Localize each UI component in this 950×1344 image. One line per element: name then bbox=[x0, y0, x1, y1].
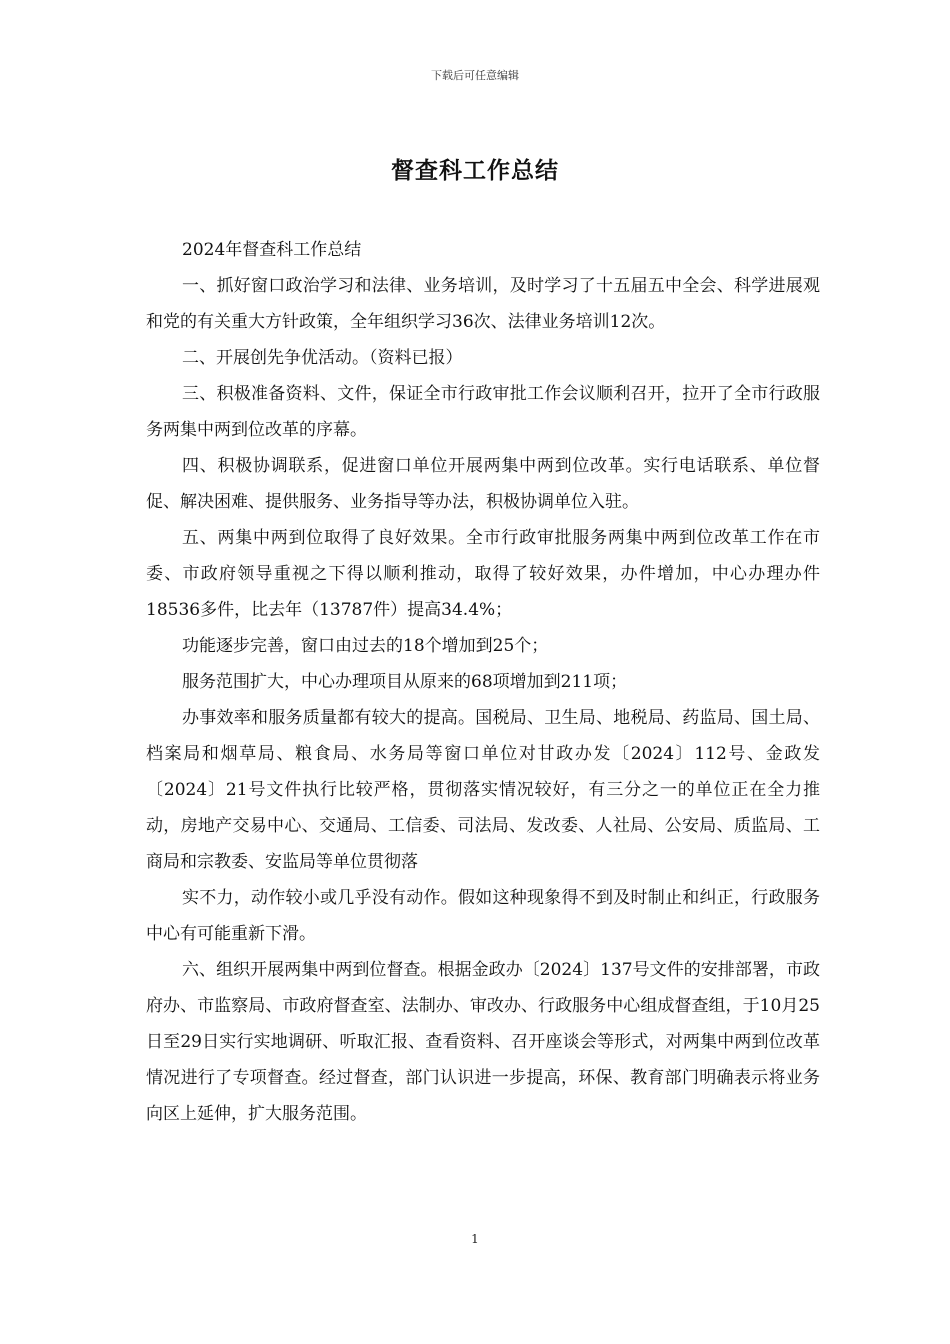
paragraph: 功能逐步完善，窗口由过去的18个增加到25个； bbox=[182, 636, 549, 656]
paragraph: 四、积极协调联系，促进窗口单位开展两集中两到位改革。实行电话联系、单位督促、解决困难、提供服务、业务指导等办法，积极协调单位入驻。 bbox=[146, 456, 820, 512]
paragraph: 服务范围扩大，中心办理项目从原来的68项增加到211项； bbox=[182, 672, 628, 692]
header-note: 下载后可任意编辑 bbox=[431, 69, 519, 82]
paragraph: 五、两集中两到位取得了良好效果。全市行政审批服务两集中两到位改革工作在市委、市政府领导重视之下得以顺利推动，取得了较好效果，办件增加，中心办理办件18536多件，比去年（13787件）提高34.4%； bbox=[146, 528, 820, 620]
page-number: 1 bbox=[471, 1232, 479, 1246]
paragraph: 一、抓好窗口政治学习和法律、业务培训，及时学习了十五届五中全会、科学进展观和党的有关重大方针政策，全年组织学习36次、法律业务培训12次。 bbox=[146, 276, 820, 332]
document-title: 督查科工作总结 bbox=[391, 157, 559, 184]
paragraph: 办事效率和服务质量都有较大的提高。国税局、卫生局、地税局、药监局、国土局、档案局和烟草局、粮食局、水务局等窗口单位对甘政办发〔2024〕112号、金政发〔2024〕21号文件执行比较严格，贯彻落实情况较好，有三分之一的单位正在全力推动，房地产交易中心、交通局、工信委、司法局、发改委、人社局、公安局、质监局、工商局和宗教委、安监局等单位贯彻落 bbox=[146, 708, 820, 872]
paragraph: 实不力，动作较小或几乎没有动作。假如这种现象得不到及时制止和纠正，行政服务中心有可能重新下滑。 bbox=[146, 888, 820, 944]
paragraph: 六、组织开展两集中两到位督查。根据金政办〔2024〕137号文件的安排部署，市政府办、市监察局、市政府督查室、法制办、审改办、行政服务中心组成督查组，于10月25日至29日实行实地调研、听取汇报、查看资料、召开座谈会等形式，对两集中两到位改革情况进行了专项督查。经过督查，部门认识进一步提高，环保、教育部门明确表示将业务向区上延伸，扩大服务范围。 bbox=[146, 960, 820, 1124]
document-body bbox=[146, 232, 820, 1132]
paragraph: 2024年督查科工作总结 bbox=[182, 240, 362, 260]
paragraph: 三、积极准备资料、文件，保证全市行政审批工作会议顺利召开，拉开了全市行政服务两集中两到位改革的序幕。 bbox=[146, 384, 820, 440]
paragraph: 二、开展创先争优活动。（资料已报） bbox=[182, 348, 463, 368]
